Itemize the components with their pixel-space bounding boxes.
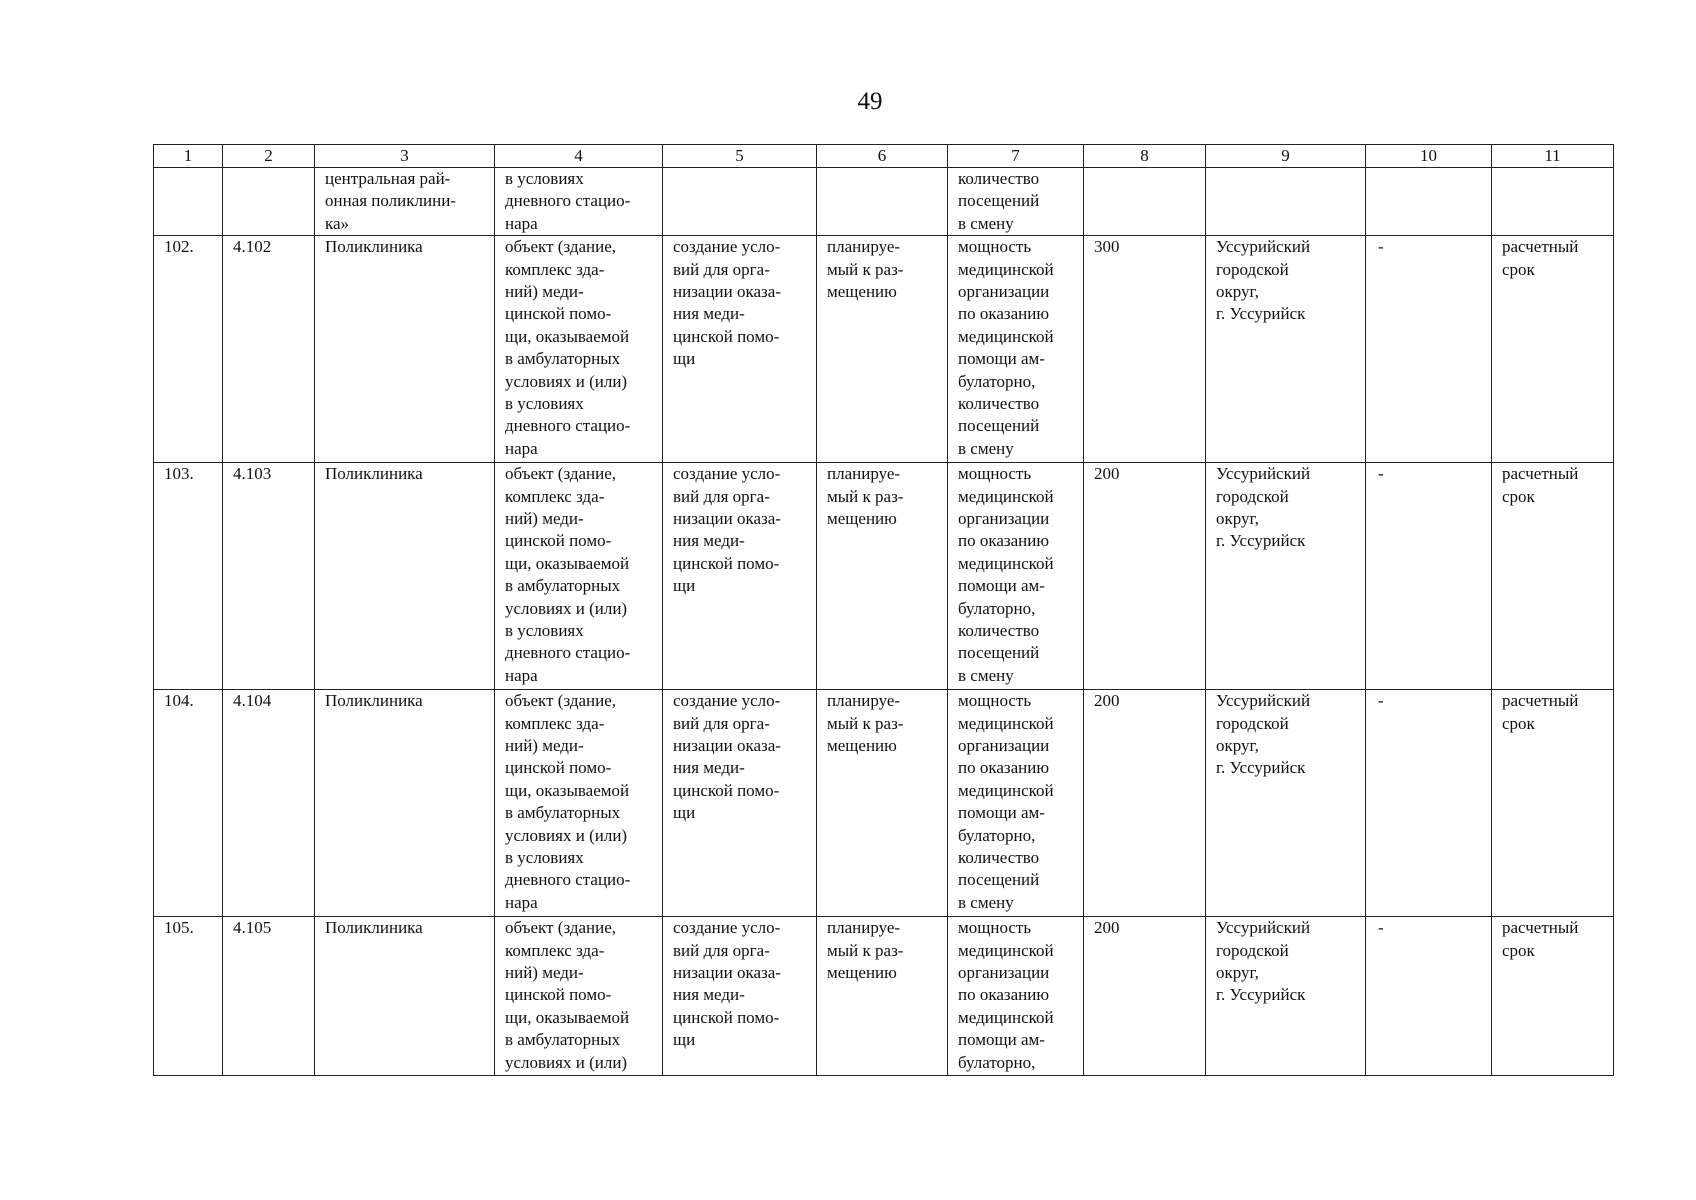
cell-zone: - [1366,463,1492,690]
cell-characteristic: мощность медицинской организации по оказанию медицинской помощи ам- булаторно, количество посещений в смену [948,463,1084,690]
column-number: 1 [154,145,223,168]
cell-num: 103. [154,463,223,690]
cell-name: Поликлиника [315,463,495,690]
cell-code: 4.105 [223,917,315,1076]
cell-term: расчетный срок [1492,236,1614,463]
cell-term: расчетный срок [1492,917,1614,1076]
cell-value: 300 [1084,236,1206,463]
column-number: 2 [223,145,315,168]
cell-location: Уссурийский городской округ, г. Уссурийск [1206,917,1366,1076]
page-number: 49 [857,88,883,115]
table-row [154,917,1614,1076]
cell-purpose: создание усло- вий для орга- низации оказа- ния меди- цинской помо- щи [663,917,817,1076]
column-number: 10 [1366,145,1492,168]
cell-zone: - [1366,690,1492,917]
cell-purpose: создание усло- вий для орга- низации оказа- ния меди- цинской помо- щи [663,690,817,917]
column-number-row [154,145,1614,168]
cell-value: 200 [1084,917,1206,1076]
cell-zone [1366,168,1492,236]
cell-location: Уссурийский городской округ, г. Уссурийск [1206,463,1366,690]
cell-location [1206,168,1366,236]
cell-characteristic: мощность медицинской организации по оказанию медицинской помощи ам- булаторно, [948,917,1084,1076]
cell-type: объект (здание, комплекс зда- ний) меди- цинской помо- щи, оказываемой в амбулаторных условиях и (или) в условиях дневного стацио- нара [495,463,663,690]
cell-purpose [663,168,817,236]
cell-num: 105. [154,917,223,1076]
cell-name: Поликлиника [315,236,495,463]
column-number: 9 [1206,145,1366,168]
column-number: 5 [663,145,817,168]
cell-status: планируе- мый к раз- мещению [817,690,948,917]
cell-characteristic: мощность медицинской организации по оказанию медицинской помощи ам- булаторно, количество посещений в смену [948,236,1084,463]
cell-zone: - [1366,917,1492,1076]
column-number: 8 [1084,145,1206,168]
cell-value: 200 [1084,463,1206,690]
cell-zone: - [1366,236,1492,463]
table-row [154,236,1614,463]
cell-name: Поликлиника [315,690,495,917]
cell-location: Уссурийский городской округ, г. Уссурийск [1206,690,1366,917]
cell-code: 4.102 [223,236,315,463]
cell-location: Уссурийский городской округ, г. Уссурийск [1206,236,1366,463]
cell-term: расчетный срок [1492,463,1614,690]
objects-table [153,144,1614,1076]
cell-value [1084,168,1206,236]
cell-status [817,168,948,236]
cell-type: объект (здание, комплекс зда- ний) меди- цинской помо- щи, оказываемой в амбулаторных условиях и (или) в условиях дневного стацио- нара [495,236,663,463]
cell-characteristic: количество посещений в смену [948,168,1084,236]
table-row [154,690,1614,917]
column-number: 7 [948,145,1084,168]
cell-name: Поликлиника [315,917,495,1076]
cell-num: 102. [154,236,223,463]
cell-purpose: создание усло- вий для орга- низации оказа- ния меди- цинской помо- щи [663,463,817,690]
cell-code: 4.104 [223,690,315,917]
cell-num [154,168,223,236]
cell-purpose: создание усло- вий для орга- низации оказа- ния меди- цинской помо- щи [663,236,817,463]
cell-type: в условиях дневного стацио- нара [495,168,663,236]
column-number: 3 [315,145,495,168]
cell-status: планируе- мый к раз- мещению [817,463,948,690]
cell-name: центральная рай- онная поликлини- ка» [315,168,495,236]
column-number: 11 [1492,145,1614,168]
cell-status: планируе- мый к раз- мещению [817,236,948,463]
cell-type: объект (здание, комплекс зда- ний) меди- цинской помо- щи, оказываемой в амбулаторных условиях и (или) в условиях дневного стацио- нара [495,690,663,917]
cell-status: планируе- мый к раз- мещению [817,917,948,1076]
cell-code: 4.103 [223,463,315,690]
cell-value: 200 [1084,690,1206,917]
cell-characteristic: мощность медицинской организации по оказанию медицинской помощи ам- булаторно, количество посещений в смену [948,690,1084,917]
column-number: 4 [495,145,663,168]
column-number: 6 [817,145,948,168]
table-row [154,168,1614,236]
cell-term [1492,168,1614,236]
cell-num: 104. [154,690,223,917]
cell-code [223,168,315,236]
cell-type: объект (здание, комплекс зда- ний) меди- цинской помо- щи, оказываемой в амбулаторных условиях и (или) [495,917,663,1076]
table-row [154,463,1614,690]
cell-term: расчетный срок [1492,690,1614,917]
